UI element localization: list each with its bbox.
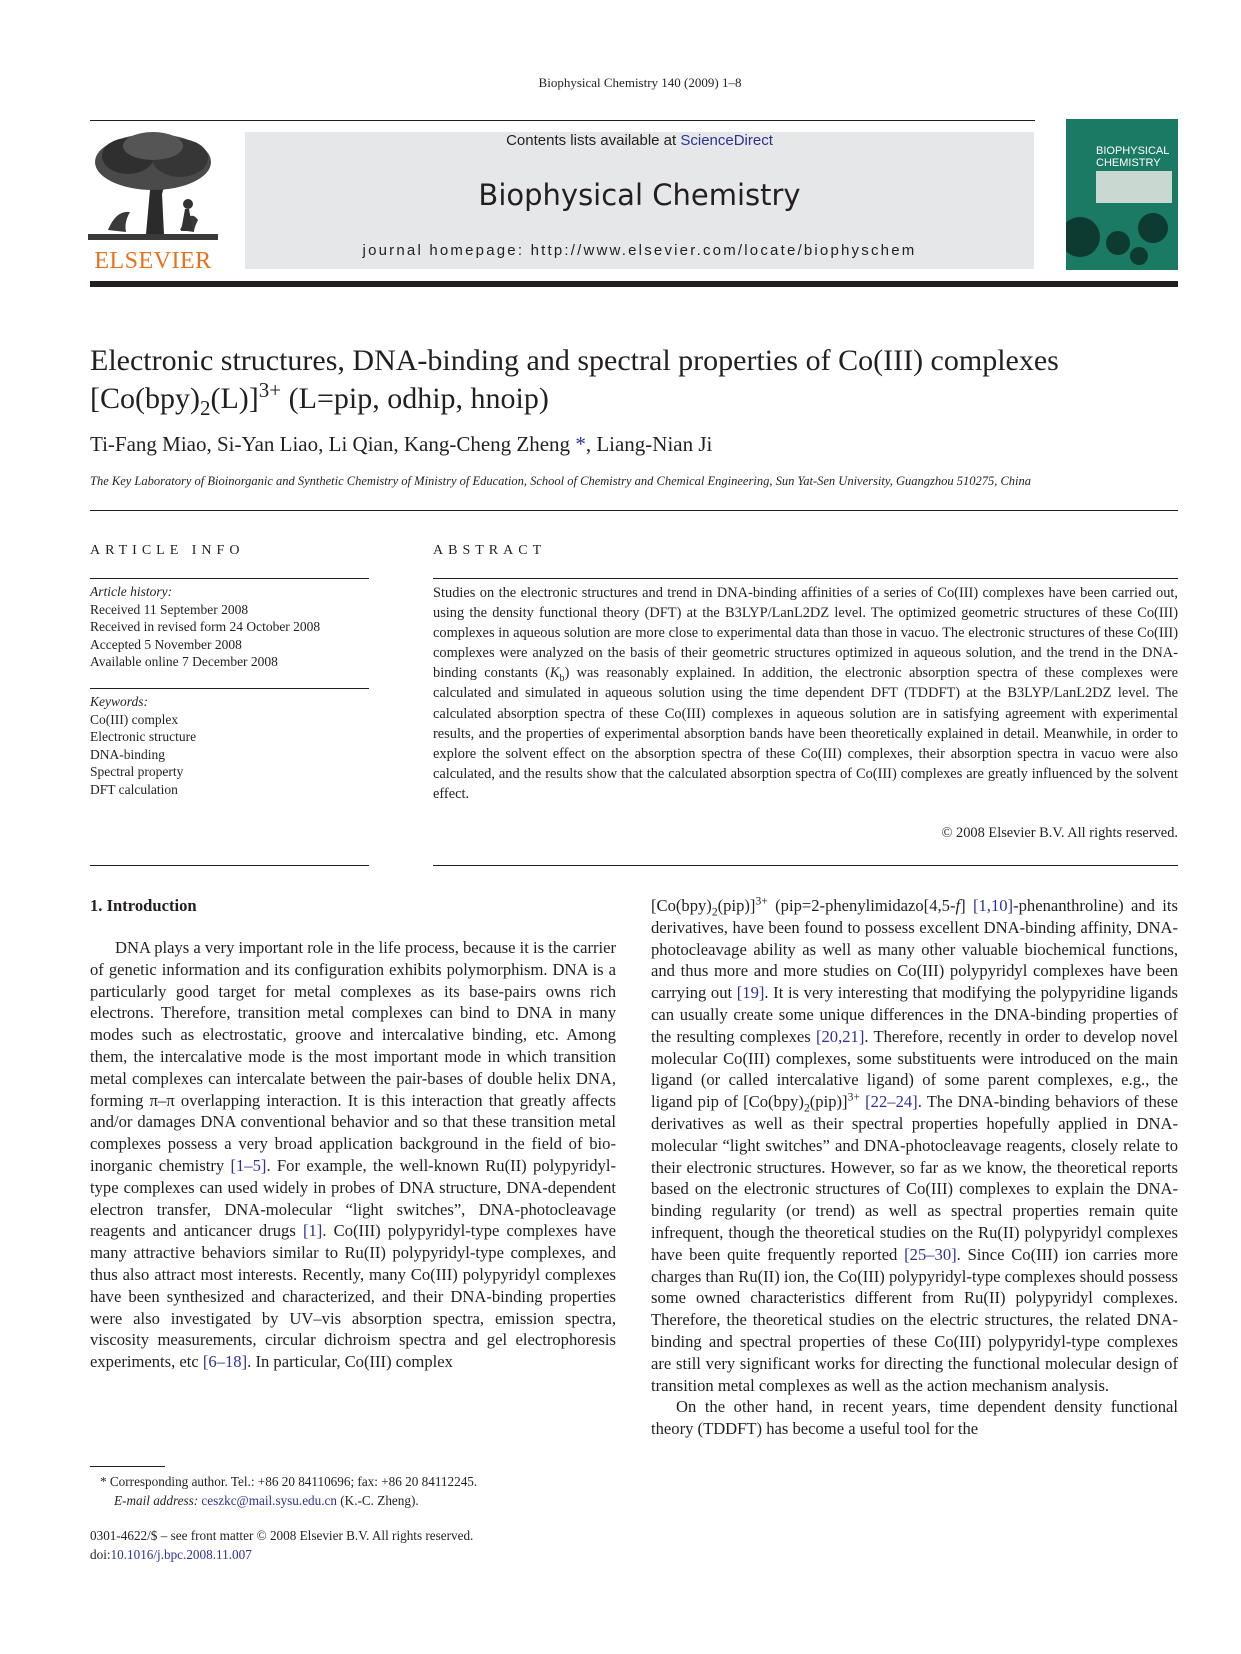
- article-title: [90, 342, 1180, 418]
- keyword-item: DFT calculation: [90, 781, 178, 797]
- citation-link[interactable]: [1]: [302, 1221, 323, 1241]
- body-left-column: [90, 937, 616, 1373]
- history-item: Received 11 September 2008: [90, 601, 249, 617]
- keyword-item: DNA-binding: [90, 746, 165, 762]
- divider: [90, 865, 369, 866]
- citation-link[interactable]: [22–24]: [865, 1092, 918, 1112]
- history-label: Article history:: [90, 584, 173, 599]
- cover-stripe: [1096, 171, 1172, 203]
- divider: [433, 578, 1178, 579]
- running-head: Biophysical Chemistry 140 (2009) 1–8: [538, 75, 742, 90]
- elsevier-logo: [88, 130, 218, 275]
- section-heading: 1. Introduction: [90, 896, 197, 915]
- keyword-item: Co(III) complex: [90, 711, 179, 727]
- divider: [433, 865, 1178, 866]
- citation-link[interactable]: [20,21]: [815, 1026, 865, 1046]
- history-item: Received in revised form 24 October 2008: [90, 619, 321, 635]
- keywords-label: Keywords:: [90, 694, 148, 709]
- keyword-item: Spectral property: [90, 764, 184, 780]
- corresponding-author-marker[interactable]: *: [575, 432, 586, 456]
- second-paragraph: On the other hand, in recent years, time dependent density functional theory (TDDFT) has become a useful tool for the: [651, 1397, 1178, 1439]
- intro-paragraph-continued: $[Co(bpy)_2(pip)]^{3+}$ (pip=2-phenylimidazo[4,5-f] [1,10]-phenanthroline) and its derivatives, have been found to possess excellent DNA-binding affinity, DNA-photocleavage ability as well as many other valuable biochemical functions, and thus more and more studies on Co(III) polypyridyl complexes have been carrying out [19]. It is very interesting that modifying the polypyridine ligands can usually create some unique differences in the DNA-binding properties of the resulting complexes [20,21]. Therefore, recently in order to develop novel molecular Co(III) complexes, some substituents were introduced on the main ligand (or called intercalative ligand) of some parent complexes, e.g., the ligand pip of $[Co(bpy)_2(pip)]^{3+}$ [22–24]. The DNA-binding behaviors of these derivatives as well as their spectral properties hopefully applied in DNA-molecular “light switches” and DNA-photocleavage reagents, closely relate to their electronic structures. However, so far as we know, the theoretical reports based on the electronic structures of Co(III) complexes to explain the DNA-binding regularity (or trend) as well as spectral properties remain quite infrequent, though the theoretical studies on the Ru(II) polypyridyl complexes have been quite frequently reported [25–30]. Since Co(III) ion carries more charges than Ru(II) ion, the Co(III) polypyridyl-type complexes should possess some owned characteristics different from Ru(II) polypyridyl complexes. Therefore, the theoretical studies on the electric structures, the related DNA-binding and spectral properties of these Co(III) polypyridyl-type complexes are still very significant works for directing the functional molecular design of transition metal complexes as well as the action mechanism analysis.: [651, 894, 1179, 1395]
- article-title-line2: $[Co(bpy)_2(L)]^{3+}$ (L=pip, odhip, hnoip): [90, 378, 549, 420]
- front-matter: [90, 1527, 630, 1564]
- doi-line: doi:10.1016/j.bpc.2008.11.007: [90, 1546, 252, 1562]
- journal-masthead: [245, 132, 1034, 269]
- sciencedirect-link[interactable]: ScienceDirect: [680, 132, 773, 149]
- abstract-heading: ABSTRACT: [433, 543, 547, 558]
- abstract-copyright: © 2008 Elsevier B.V. All rights reserved.: [941, 825, 1178, 841]
- contents-line: [245, 132, 1034, 149]
- article-title-line1: Electronic structures, DNA-binding and spectral properties of Co(III) complexes: [90, 344, 1059, 377]
- contents-prefix: Contents lists available at: [506, 132, 681, 149]
- cover-title-line1: BIOPHYSICAL: [1096, 145, 1170, 157]
- top-rule: [90, 120, 1035, 121]
- cover-title: [1096, 145, 1169, 169]
- cover-blob: [1138, 213, 1168, 243]
- cover-title-line2: CHEMISTRY: [1096, 157, 1161, 169]
- keyword-item: Electronic structure: [90, 729, 197, 745]
- email-link[interactable]: ceszkc@mail.sysu.edu.cn: [201, 1492, 337, 1508]
- journal-cover-image: [1066, 119, 1178, 270]
- citation-link[interactable]: [1,10]: [972, 896, 1014, 915]
- article-info-heading: ARTICLE INFO: [90, 543, 245, 558]
- journal-title: Biophysical Chemistry: [478, 178, 801, 212]
- doi-link[interactable]: 10.1016/j.bpc.2008.11.007: [110, 1546, 252, 1562]
- divider: [90, 510, 1178, 511]
- issn-line: 0301-4622/$ – see front matter © 2008 Elsevier B.V. All rights reserved.: [90, 1528, 474, 1543]
- author-list: Ti-Fang Miao, Si-Yan Liao, Li Qian, Kang-Cheng Zheng *, Liang-Nian Ji: [90, 432, 713, 456]
- keywords: [90, 693, 369, 799]
- masthead-bottom-rule: [90, 281, 1178, 287]
- abstract-text: Studies on the electronic structures and trend in DNA-binding affinities of a series of Co(III) complexes have been carried out, using the density functional theory (DFT) at the B3LYP/LanL2DZ level. The optimized geometric structures of these Co(III) complexes in aqueous solution are more close to experimental data than those in vacuo. The electronic structures of these Co(III) complexes were analyzed on the basis of their geometric structures optimized in aqueous solution, and the trend in the DNA-binding constants $(K_b)$ was reasonably explained. In addition, the electronic absorption spectra of these complexes were calculated and simulated in aqueous solution using the time dependent DFT (TDDFT) at the B3LYP/LanL2DZ level. The calculated absorption spectra of these Co(III) complexes in aqueous solution are in satisfying agreement with experimental results, and the properties of experimental absorption bands have been theoretically explained in detail. Meanwhile, in order to explore the solvent effect on the absorption spectra of these Co(III) complexes, their absorption spectra in vacuo were also calculated, and the results show that the calculated absorption spectra of Co(III) complexes are greatly influenced by the solvent effect.: [433, 585, 1178, 802]
- citation-link[interactable]: [1–5]: [230, 1155, 267, 1175]
- article-history: [90, 583, 369, 671]
- body-right-column: [651, 895, 1178, 1440]
- affiliation: The Key Laboratory of Bioinorganic and Synthetic Chemistry of Ministry of Education, School of Chemistry and Chemical Engineering, Sun Yat-Sen University, Guangzhou 510275, China: [90, 474, 1032, 488]
- history-item: Available online 7 December 2008: [90, 654, 278, 670]
- citation-link[interactable]: [25–30]: [904, 1244, 957, 1264]
- journal-homepage-link[interactable]: journal homepage: http://www.elsevier.com/locate/biophyschem: [362, 242, 917, 259]
- divider: [90, 578, 369, 579]
- history-item: Accepted 5 November 2008: [90, 636, 242, 652]
- cover-blob: [1130, 247, 1148, 265]
- intro-paragraph: DNA plays a very important role in the life process, because it is the carrier of genetic information and its configuration exhibits polymorphism. DNA is a particularly good target for metal complexes as its base-pairs owns rich electrons. Therefore, transition metal complexes can bind to DNA in many modes such as electrostatic, groove and intercalative binding, etc. Among them, the intercalative mode is the most important mode in which transition metal complexes can intercalate between the pair-bases of double helix DNA, forming π–π overlapping interaction. It is this interaction that greatly affects and/or damages DNA conventional behavior and so that these transition metal complexes possess a very broad application background in the field of bio-inorganic chemistry [1–5]. For example, the well-known Ru(II) polypyridyl-type complexes can used widely in probes of DNA structure, DNA-dependent electron transfer, DNA-molecular “light switches”, DNA-photocleavage reagents and anticancer drugs [1]. Co(III) polypyridyl-type complexes have many attractive behaviors similar to Ru(II) polypyridyl-type complexes, and thus also attract most interests. Recently, many Co(III) polypyridyl complexes have been synthesized and characterized, and their DNA-binding properties were also investigated by UV–vis absorption spectra, emission spectra, viscosity measurements, circular dichroism spectra and gel electrophoresis experiments, etc [6–18]. In particular, Co(III) complex: [90, 938, 616, 1372]
- citation-link[interactable]: [6–18]: [202, 1352, 248, 1372]
- elsevier-wordmark: ELSEVIER: [94, 248, 212, 274]
- citation-link[interactable]: [19]: [736, 983, 765, 1003]
- divider: [90, 688, 369, 689]
- cover-blob: [1066, 217, 1100, 257]
- cover-blob: [1106, 231, 1130, 255]
- tree-icon: [88, 130, 218, 242]
- footnote-rule: [90, 1466, 165, 1467]
- corresponding-author-footnote: * Corresponding author. Tel.: +86 20 84110696; fax: +86 20 84112245. E-mail address: ceszkc@mail.sysu.edu.cn (K.-C. Zheng).: [100, 1474, 478, 1508]
